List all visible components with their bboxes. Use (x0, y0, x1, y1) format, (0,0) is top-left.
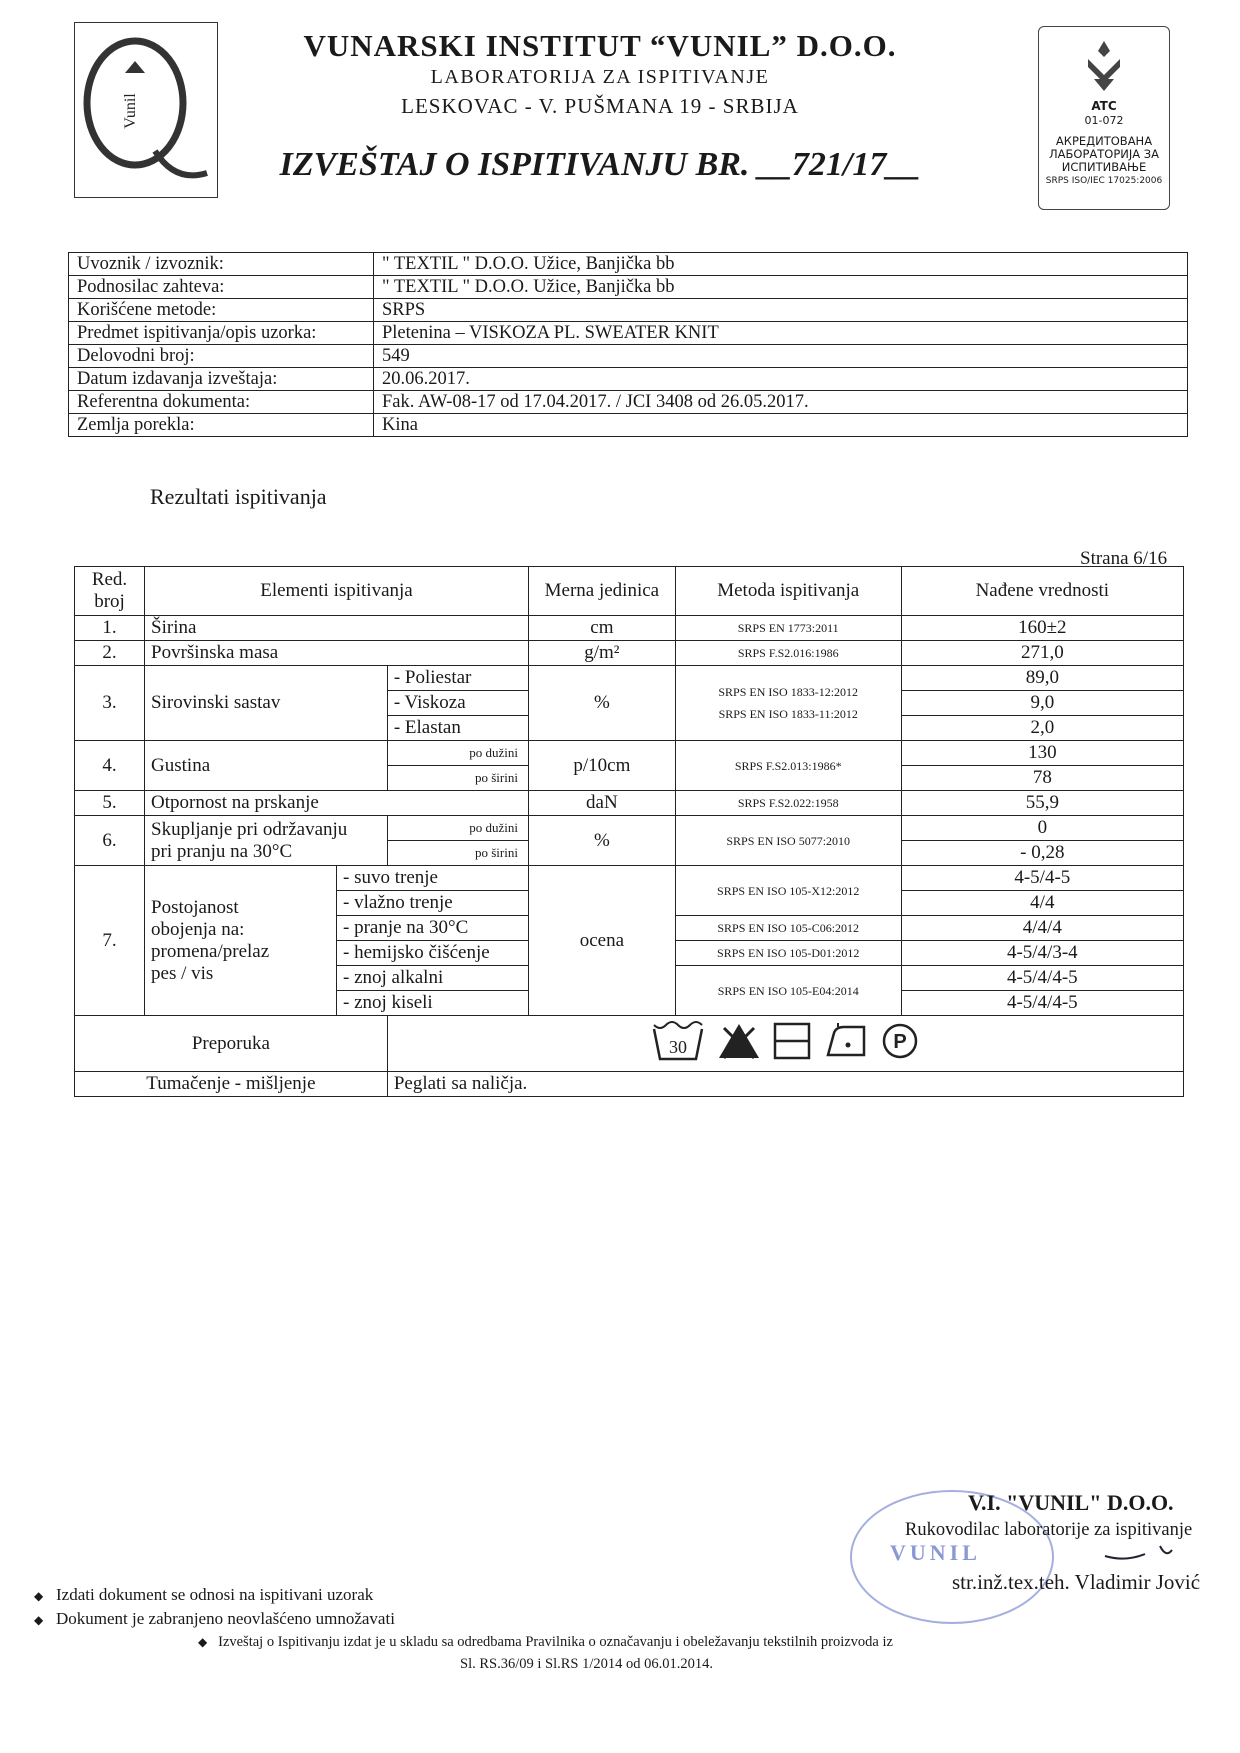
interpretation-label: Tumačenje - mišljenje (75, 1072, 388, 1097)
logo-text: Vunil (122, 93, 139, 129)
row-element: Gustina (145, 741, 388, 791)
footer-note-text: Izdati dokument se odnosi na ispitivani uzorak (55, 1585, 374, 1604)
row-sub: po širini (387, 766, 528, 791)
row-no: 3. (75, 666, 145, 741)
row-no: 7. (75, 866, 145, 1016)
wash-temp-text: 30 (669, 1036, 688, 1057)
row-element (145, 866, 337, 1016)
row-element-line: promena/prelaz (151, 940, 270, 962)
row-element: Otpornost na prskanje (145, 791, 529, 816)
interpretation-value: Peglati sa naličja. (387, 1072, 1183, 1097)
info-label: Zemlja porekla: (69, 414, 374, 437)
care-symbols (387, 1016, 1183, 1072)
info-value: " TEXTIL " D.O.O. Užice, Banjička bb (374, 276, 1188, 299)
info-row (69, 391, 1188, 414)
atc-mark-icon (1084, 41, 1124, 93)
row-sub: - znoj alkalni (337, 966, 529, 991)
row-method-line: SRPS EN ISO 1833-12:2012 (718, 685, 859, 699)
info-row (69, 414, 1188, 437)
signature-name: str.inž.tex.teh. Vladimir Jović (952, 1570, 1201, 1594)
row-method: SRPS F.S2.016:1986 (675, 641, 901, 666)
accreditation-box (1038, 26, 1170, 210)
row-no: 5. (75, 791, 145, 816)
footer-note-text: Dokument je zabranjeno neovlašćeno umnožavati (55, 1609, 395, 1628)
row-value: 4-5/4/4-5 (901, 966, 1183, 991)
info-value: Kina (374, 414, 1188, 437)
bullet-icon: ◆ (34, 1589, 44, 1603)
row-value: 89,0 (901, 666, 1183, 691)
row-value: 78 (901, 766, 1183, 791)
table-row (75, 641, 1184, 666)
info-value: 549 (374, 345, 1188, 368)
row-method: SRPS EN 1773:2011 (675, 616, 901, 641)
table-row (75, 816, 1184, 841)
row-method-line: SRPS EN ISO 1833-11:2012 (718, 707, 858, 721)
atc-standard: SRPS ISO/IEC 17025:2006 (1045, 176, 1163, 186)
row-method: SRPS EN ISO 105-D01:2012 (675, 941, 901, 966)
signature-company: V.I. "VUNIL" D.O.O. (968, 1490, 1174, 1515)
svg-text:P: P (893, 1030, 908, 1053)
iron-low-icon (822, 1021, 870, 1067)
info-row (69, 253, 1188, 276)
info-label: Predmet ispitivanja/opis uzorka: (69, 322, 374, 345)
row-element-line: obojenja na: (151, 918, 245, 940)
info-value: SRPS (374, 299, 1188, 322)
q-logo-icon (75, 23, 217, 197)
col-header-unit: Merna jedinica (528, 567, 675, 616)
wash-30-icon (650, 1019, 706, 1069)
row-unit: % (528, 666, 675, 741)
no-bleach-icon (716, 1020, 762, 1068)
row-value: 4-5/4/3-4 (901, 941, 1183, 966)
results-table (74, 566, 1184, 1097)
col-header-element: Elementi ispitivanja (145, 567, 529, 616)
bullet-icon: ◆ (34, 1613, 44, 1627)
row-method: SRPS F.S2.022:1958 (675, 791, 901, 816)
row-unit: % (528, 816, 675, 866)
row-element: Površinska masa (145, 641, 529, 666)
row-element: Sirovinski sastav (145, 666, 388, 741)
info-value: " TEXTIL " D.O.O. Užice, Banjička bb (374, 253, 1188, 276)
footer-note (34, 1585, 373, 1605)
footer-note-text: Izveštaj o Ispitivanju izdat je u skladu sa odredbama Pravilnika o označavanju i obeležavanju tekstilnih proizvoda iz (218, 1634, 893, 1650)
row-element-line: pes / vis (151, 962, 214, 984)
col-header-method: Metoda ispitivanja (675, 567, 901, 616)
col-header-value: Nađene vrednosti (901, 567, 1183, 616)
row-sub: po dužini (387, 741, 528, 766)
row-value: 160±2 (901, 616, 1183, 641)
footer-note-text: Sl. RS.36/09 i Sl.RS 1/2014 od 06.01.2014. (460, 1656, 713, 1672)
info-label: Datum izdavanja izveštaja: (69, 368, 374, 391)
results-header-row (75, 567, 1184, 616)
row-value: - 0,28 (901, 841, 1183, 866)
row-no: 6. (75, 816, 145, 866)
row-value: 4/4 (901, 891, 1183, 916)
dry-clean-p-icon (880, 1021, 920, 1067)
row-value: 4-5/4-5 (901, 866, 1183, 891)
institute-name: VUNARSKI INSTITUT “VUNIL” D.O.O. (303, 28, 897, 63)
row-element-line: pri pranju na 30°C (151, 840, 293, 862)
info-label: Uvoznik / izvoznik: (69, 253, 374, 276)
row-method (675, 666, 901, 741)
atc-code: ATC (1091, 99, 1117, 113)
atc-number: 01-072 (1084, 114, 1124, 127)
row-unit: p/10cm (528, 741, 675, 791)
info-row (69, 322, 1188, 345)
row-sub: - suvo trenje (337, 866, 529, 891)
row-sub: - znoj kiseli (337, 991, 529, 1016)
row-unit: ocena (528, 866, 675, 1016)
row-value: 0 (901, 816, 1183, 841)
row-sub: po širini (387, 841, 528, 866)
recommendation-row (75, 1016, 1184, 1072)
row-value: 4/4/4 (901, 916, 1183, 941)
page-number: Strana 6/16 (1080, 548, 1168, 569)
row-unit: daN (528, 791, 675, 816)
row-sub: - Viskoza (387, 691, 528, 716)
row-method: SRPS EN ISO 105-X12:2012 (675, 866, 901, 916)
row-element-line: Postojanost (151, 896, 239, 918)
row-sub: - vlažno trenje (337, 891, 529, 916)
bullet-icon: ◆ (198, 1635, 208, 1649)
table-row (75, 616, 1184, 641)
report-title: IZVEŠTAJ O ISPITIVANJU BR. __721/17__ (279, 146, 921, 183)
col-header-no: Red. broj (75, 567, 145, 616)
lab-name: LABORATORIJA ZA ISPITIVANJE (430, 66, 770, 88)
row-sub: - Poliestar (387, 666, 528, 691)
info-row (69, 276, 1188, 299)
row-no: 1. (75, 616, 145, 641)
signature-scribble-icon (1100, 1536, 1190, 1566)
atc-text: АКРЕДИТОВАНА ЛАБОРАТОРИЈА ЗА ИСПИТИВАЊЕ (1048, 134, 1160, 174)
row-element (145, 816, 388, 866)
row-no: 4. (75, 741, 145, 791)
info-label: Referentna dokumenta: (69, 391, 374, 414)
row-value: 2,0 (901, 716, 1183, 741)
row-method: SRPS EN ISO 105-C06:2012 (675, 916, 901, 941)
row-unit: cm (528, 616, 675, 641)
row-sub: - hemijsko čišćenje (337, 941, 529, 966)
info-label: Korišćene metode: (69, 299, 374, 322)
row-method: SRPS F.S2.013:1986* (675, 741, 901, 791)
table-row (75, 866, 1184, 891)
info-value: Pletenina – VISKOZA PL. SWEATER KNIT (374, 322, 1188, 345)
info-row (69, 368, 1188, 391)
address: LESKOVAC - V. PUŠMANA 19 - SRBIJA (401, 94, 799, 118)
footer-note (34, 1609, 395, 1629)
row-value: 271,0 (901, 641, 1183, 666)
row-method: SRPS EN ISO 5077:2010 (675, 816, 901, 866)
row-value: 55,9 (901, 791, 1183, 816)
row-value: 9,0 (901, 691, 1183, 716)
row-sub: po dužini (387, 816, 528, 841)
table-row (75, 666, 1184, 691)
row-method: SRPS EN ISO 105-E04:2014 (675, 966, 901, 1016)
sample-info-table (68, 252, 1188, 437)
table-row (75, 741, 1184, 766)
table-row (75, 791, 1184, 816)
row-sub: - Elastan (387, 716, 528, 741)
recommendation-label: Preporuka (75, 1016, 388, 1072)
row-element-line: Skupljanje pri održavanju (151, 818, 348, 840)
info-row (69, 299, 1188, 322)
institute-logo (74, 22, 218, 198)
row-sub: - pranje na 30°C (337, 916, 529, 941)
tumble-dry-line-icon (772, 1021, 812, 1067)
row-value: 4-5/4/4-5 (901, 991, 1183, 1016)
results-heading: Rezultati ispitivanja (150, 484, 327, 509)
row-value: 130 (901, 741, 1183, 766)
row-unit: g/m² (528, 641, 675, 666)
footer-note (198, 1634, 893, 1651)
info-label: Delovodni broj: (69, 345, 374, 368)
info-row (69, 345, 1188, 368)
info-value: Fak. AW-08-17 od 17.04.2017. / JCI 3408 od 26.05.2017. (374, 391, 1188, 414)
care-symbols-group (394, 1019, 1177, 1069)
row-no: 2. (75, 641, 145, 666)
row-element: Širina (145, 616, 529, 641)
info-label: Podnosilac zahteva: (69, 276, 374, 299)
interpretation-row (75, 1072, 1184, 1097)
stamp-text: VUNIL (890, 1540, 981, 1565)
info-value: 20.06.2017. (374, 368, 1188, 391)
signature-role: Rukovodilac laboratorije za ispitivanje (905, 1520, 1193, 1540)
